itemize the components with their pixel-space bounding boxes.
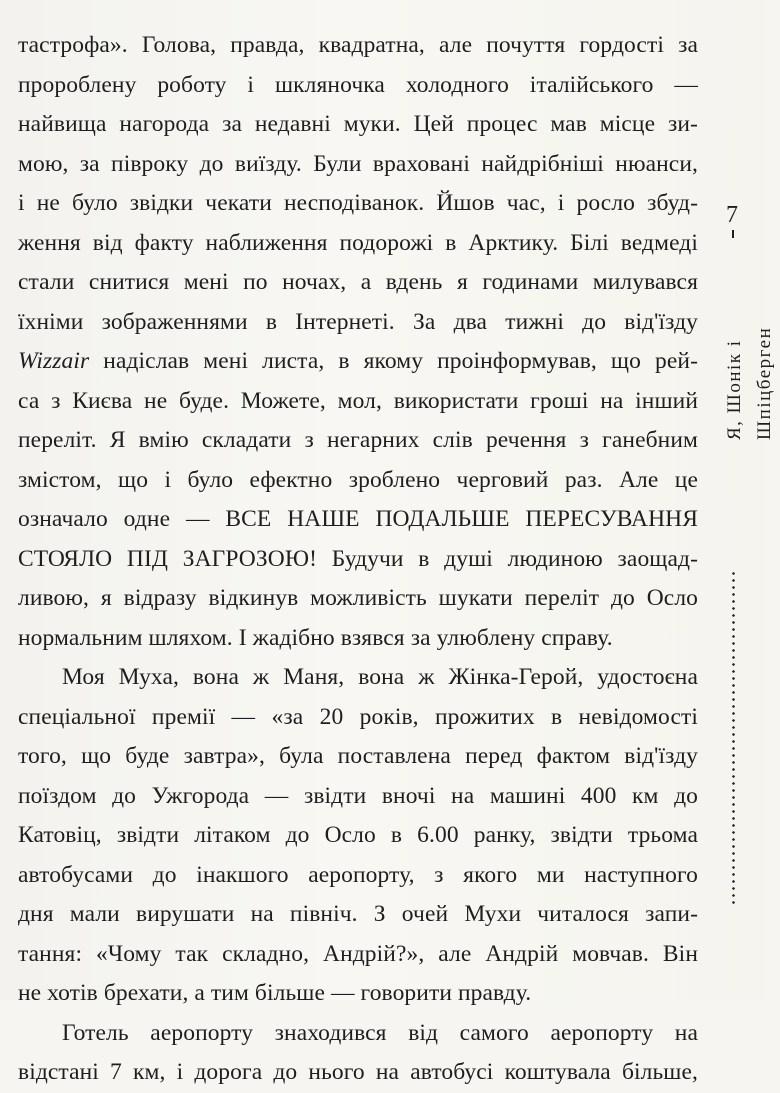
page-sidebar: [712, 200, 775, 920]
text-line: мою, за півроку до виїзду. Були враховані найдрібніші нюанси,: [18, 150, 698, 177]
body-text: [18, 26, 698, 1093]
text-line-paragraph-start: Готель аеропорту знаходився від самого аеропорту на: [62, 1019, 698, 1046]
text-line: переліт. Я вмію складати з негарних слів речення з ганебним: [18, 427, 698, 453]
text-line: дня мали вирушати на північ. З очей Мухи читалося запи-: [18, 901, 698, 927]
text-line-paragraph-start: Моя Муха, вона ж Маня, вона ж Жінка-Герой, удостоєна: [62, 664, 698, 690]
sidebar-rule: [732, 230, 734, 238]
text-line: тастрофа». Голова, правда, квадратна, але почуття гордості за: [18, 32, 698, 58]
text-line: не хотів брехати, а тим більше — говорити правду.: [18, 980, 532, 1006]
text-line: того, що буде завтра», була поставлена перед фактом від'їзду: [18, 743, 698, 769]
italic-airline-name: Wizzair: [18, 348, 90, 374]
text-line: відстані 7 км, і дорога до нього на автобусі коштувала більше,: [18, 1059, 698, 1085]
text-line: спеціальної премії — «за 20 років, прожитих в невідомості: [18, 703, 698, 730]
text-line: означало одне — ВСЕ НАШЕ ПОДАЛЬШЕ ПЕРЕСУВАННЯ: [18, 506, 698, 532]
page-number: 7: [726, 202, 738, 228]
running-head: Я, Шонік і Шпіцберген: [724, 326, 775, 440]
text-line: найвища нагорода за недавні муки. Цей процес мав місце зи-: [18, 111, 698, 137]
text-line: стали снитися мені по ночах, а вдень я годинами милувався: [18, 269, 698, 295]
text-line: ження від факту наближення подорожі в Арктику. Білі ведмеді: [18, 229, 698, 256]
text-line: СТОЯЛО ПІД ЗАГРОЗОЮ! Будучи в душі людиною заощад-: [18, 545, 698, 572]
text-line: тання: «Чому так складно, Андрій?», але Андрій мовчав. Він: [18, 940, 698, 967]
text-line: ливою, я відразу відкинув можливість шукати переліт до Осло: [18, 585, 698, 611]
text-line-rest: надіслав мені листа, в якому проінформував, що рей-: [103, 348, 698, 374]
dotted-leader: [732, 570, 735, 905]
text-line: змістом, що і було ефектно зроблено черговий раз. Але це: [18, 466, 698, 493]
text-line: нормальним шляхом. І жадібно взявся за улюблену справу.: [18, 624, 613, 651]
text-line: пророблену роботу і шкляночка холодного італійського —: [18, 71, 698, 98]
text-line: поїздом до Ужгорода — звідти вночі на машині 400 км до: [18, 782, 698, 809]
text-line: і не було звідки чекати несподіванок. Йшов час, і росло збуд-: [18, 190, 698, 216]
text-line: Катовіц, звідти літаком до Осло в 6.00 ранку, звідти трьома: [18, 822, 698, 848]
text-line: [18, 342, 698, 382]
text-line: са з Києва не буде. Можете, мол, використати гроші на інший: [18, 387, 698, 414]
text-line: їхніми зображеннями в Інтернеті. За два тижні до від'їзду: [18, 308, 698, 335]
text-line: автобусами до інакшого аеропорту, з якого ми наступного: [18, 861, 698, 888]
